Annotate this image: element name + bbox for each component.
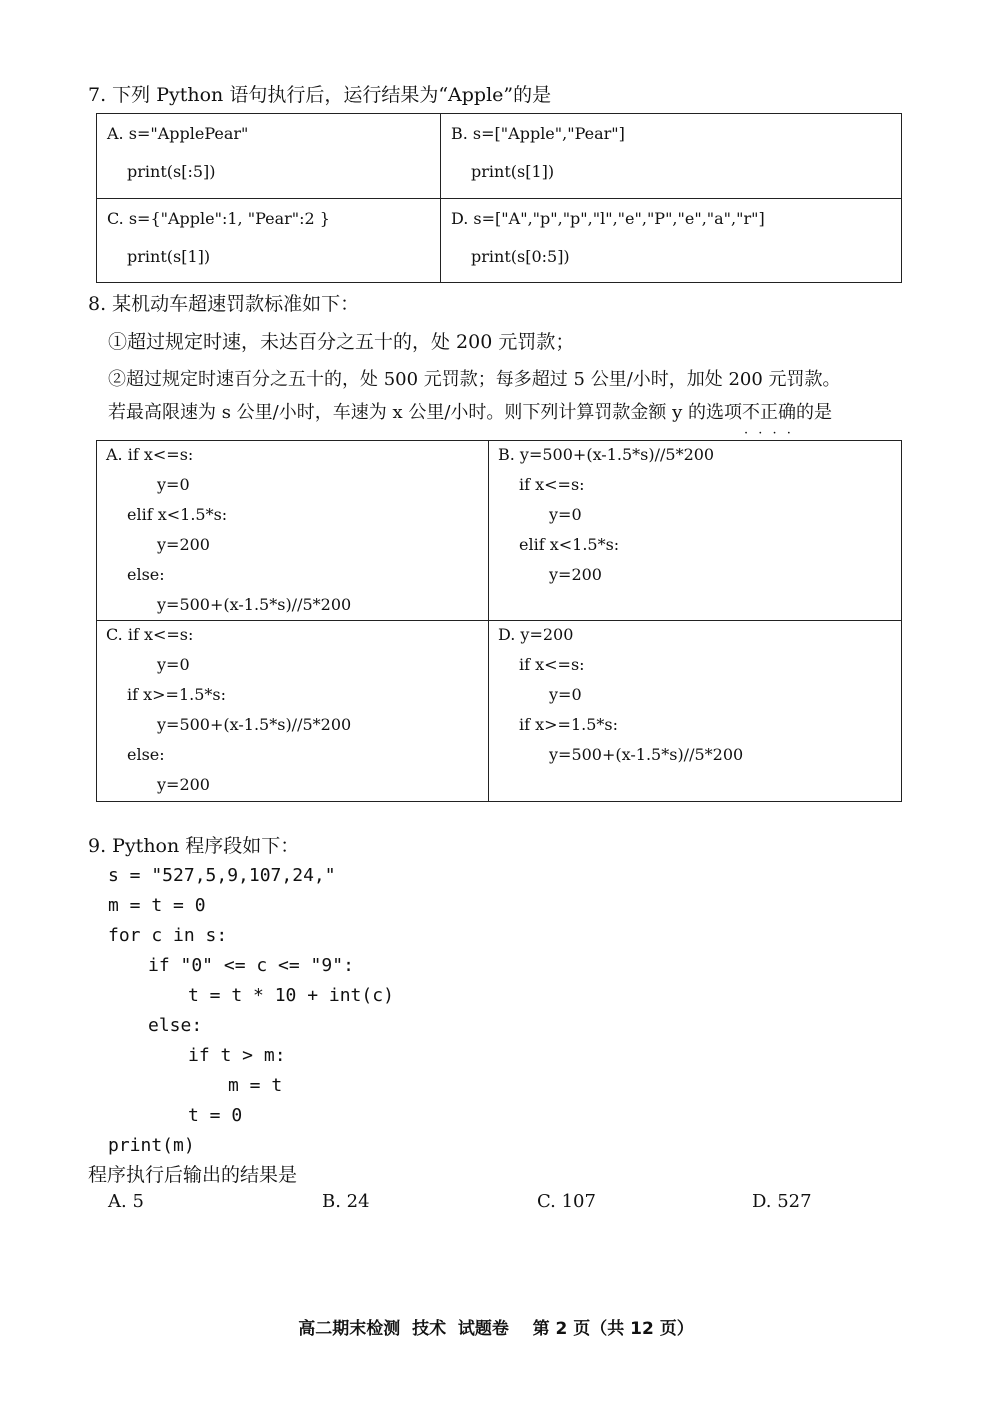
code-line: print(m) [108, 1135, 195, 1156]
option-line: C. s={"Apple":1, "Pear":2 } [107, 209, 330, 228]
option-line: print(s[0:5]) [471, 247, 570, 266]
code-line: y=0 [549, 685, 582, 704]
code-line: s = "527,5,9,107,24," [108, 865, 336, 886]
code-line: D. y=200 [498, 625, 574, 644]
option-line: B. s=["Apple","Pear"] [451, 124, 625, 143]
q8-option-d[interactable] [489, 621, 902, 802]
code-line: y=200 [549, 565, 602, 584]
code-line: if "0" <= c <= "9": [148, 955, 354, 976]
code-line: if x>=1.5*s: [127, 685, 227, 704]
q7-option-d[interactable] [441, 199, 902, 283]
code-line: y=0 [157, 475, 190, 494]
q8-options-table [96, 440, 902, 802]
q8-rule-2: ②超过规定时速百分之五十的，处 500 元罚款；每多超过 5 公里/小时，加处 200 元罚款。 [108, 369, 841, 390]
q8-option-b[interactable] [489, 441, 902, 621]
code-line: m = t [228, 1075, 283, 1096]
option-line: A. s="ApplePear" [107, 124, 249, 143]
code-line: t = 0 [188, 1105, 243, 1126]
q7-option-b[interactable] [441, 114, 902, 199]
code-line: if x<=s: [519, 475, 585, 494]
q8-question-suffix: 的是 [796, 402, 833, 423]
q9-choice-d[interactable]: D. 527 [752, 1191, 812, 1212]
code-line: y=0 [549, 505, 582, 524]
code-line: else: [127, 745, 165, 764]
code-line: elif x<1.5*s: [127, 505, 228, 524]
code-line: t = t * 10 + int(c) [188, 985, 394, 1006]
code-line: y=200 [157, 775, 210, 794]
option-line: print(s[:5]) [127, 162, 216, 181]
option-line: print(s[1]) [127, 247, 211, 266]
code-line: else: [148, 1015, 203, 1036]
q9-choice-c[interactable]: C. 107 [537, 1191, 596, 1212]
code-line: y=0 [157, 655, 190, 674]
code-line: elif x<1.5*s: [519, 535, 620, 554]
q7-stem: 7. 下列 Python 语句执行后，运行结果为“Apple”的是 [88, 84, 552, 106]
code-line: if t > m: [188, 1045, 286, 1066]
code-line: C. if x<=s: [106, 625, 194, 644]
option-line: print(s[1]) [471, 162, 555, 181]
q9-question: 程序执行后输出的结果是 [88, 1164, 298, 1186]
code-line: y=500+(x-1.5*s)//5*200 [549, 745, 744, 764]
code-line: else: [127, 565, 165, 584]
q8-stem: 8. 某机动车超速罚款标准如下： [88, 293, 360, 315]
option-line: D. s=["A","p","p","l","e","P","e","a","r"] [451, 209, 765, 228]
q8-question-prefix: 若最高限速为 s 公里/小时，车速为 x 公里/小时。则下列计算罚款金额 y 的选项 [108, 402, 743, 423]
q7-options-table [96, 113, 902, 283]
q8-option-a[interactable] [97, 441, 489, 621]
code-line: y=500+(x-1.5*s)//5*200 [157, 595, 352, 614]
code-line: if x<=s: [519, 655, 585, 674]
page-footer: 高二期末检测 技术 试题卷 第 2 页（共 12 页） [298, 1319, 694, 1339]
q8-option-c[interactable] [97, 621, 489, 802]
code-line: B. y=500+(x-1.5*s)//5*200 [498, 445, 715, 464]
code-line: y=500+(x-1.5*s)//5*200 [157, 715, 352, 734]
code-line: m = t = 0 [108, 895, 206, 916]
code-line: A. if x<=s: [106, 445, 194, 464]
q9-choice-b[interactable]: B. 24 [322, 1191, 370, 1212]
code-line: y=200 [157, 535, 210, 554]
q8-question-emphasis: 不正确 · · · · [742, 402, 796, 423]
q8-question [108, 401, 832, 425]
q7-option-a[interactable] [97, 114, 441, 199]
code-line: for c in s: [108, 925, 228, 946]
q9-choice-a[interactable]: A. 5 [108, 1191, 144, 1212]
code-line: if x>=1.5*s: [519, 715, 619, 734]
q9-stem: 9. Python 程序段如下： [88, 835, 300, 857]
q7-option-c[interactable] [97, 199, 441, 283]
q8-rule-1: ①超过规定时速，未达百分之五十的，处 200 元罚款； [108, 331, 575, 353]
